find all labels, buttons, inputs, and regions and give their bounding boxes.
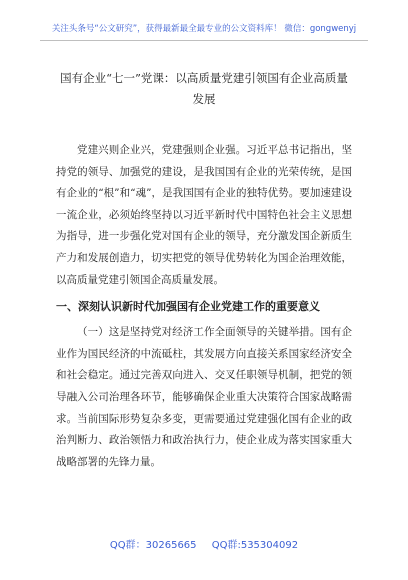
document-title: 国有企业“七一”党课：以高质量党建引领国有企业高质量发展	[60, 71, 348, 106]
section-heading: 一、深刻认识新时代加强国有企业党建工作的重要意义	[56, 300, 320, 314]
document-body	[56, 140, 352, 473]
intro-paragraph: 党建兴则企业兴，党建强则企业强。习近平总书记指出，坚持党的领导、加强党的建设，是我国国有企业的光荣传统，是国有企业的“根”和“魂”，是我国国有企业的独特优势。要加速建设一流企业，必须始终坚持以习近平新时代中国特色社会主义思想为指导，进一步强化党对国有企业的领导，充分激发国企新质生产力和发展创造力，切实把党的领导优势转化为国企治理效能，以高质量党建引领国企高质量发展。	[56, 144, 352, 286]
header-banner: 关注头条号“公文研究”，获得最新最全最专业的公文资料库！ 微信：gongwenyj	[51, 24, 357, 34]
footer-contacts	[0, 536, 408, 551]
header-divider	[40, 40, 368, 41]
footer-qq-group-1: QQ群：30265665	[109, 540, 197, 551]
footer-qq-group-2: QQ群:535304092	[211, 540, 299, 551]
section-paragraph: （一）这是坚持党对经济工作全面领导的关键举措。国有企业作为国民经济的中流砥柱，其发展方向直接关系国家经济安全和社会稳定。通过完善双向进入、交叉任职领导机制，把党的领导融入公司治理各环节，能够确保企业重大决策符合国家战略需求。当前国际形势复杂多变，更需要通过党建强化国有企业的政治判断力、政治领悟力和政治执行力，使企业成为落实国家重大战略部署的先锋力量。	[56, 326, 352, 468]
